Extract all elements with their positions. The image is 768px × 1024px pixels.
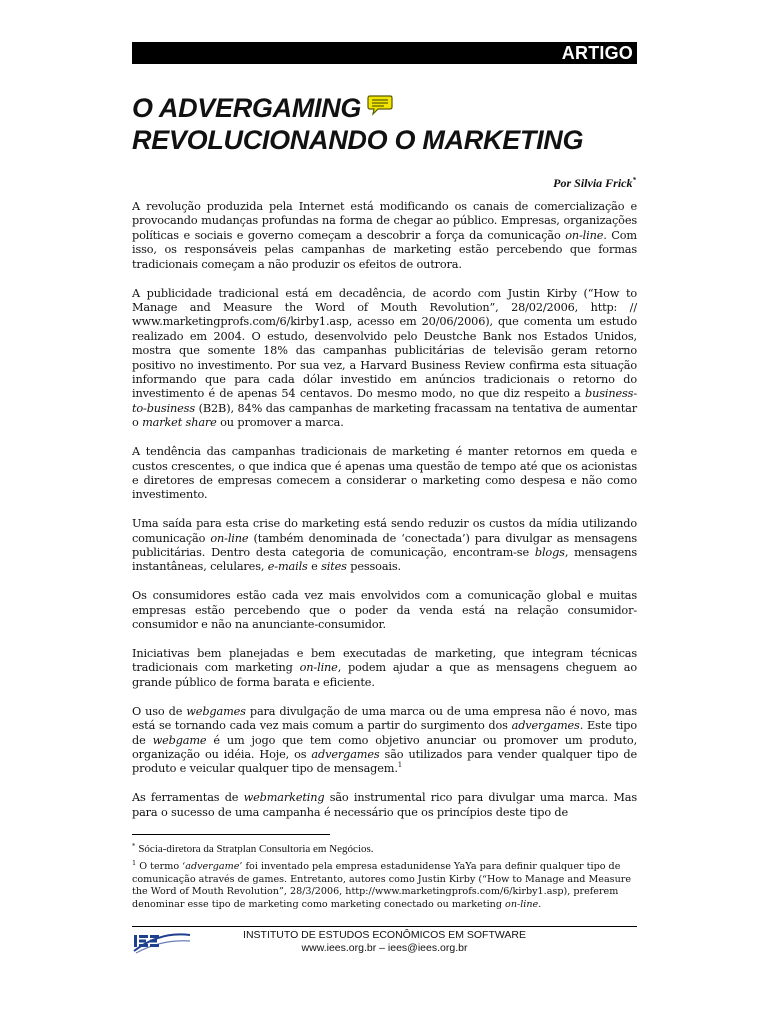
footer-divider [132,926,637,927]
contact-info[interactable]: www.iees.org.br – iees@iees.org.br [301,941,468,954]
footnote-ref[interactable]: 1 [397,761,403,770]
title-line-1 [132,92,652,124]
footer-info [132,929,637,954]
paragraph: A revolução produzida pela Internet está modificando os canais de comercialização e provocando mudanças profundas na forma de chegar ao público. Empresas, organizações políticas e sociais e governo começam a descobrir a força da comunicação on-line. Com isso, os responsáveis pelas campanhas de marketing estão percebendo que formas tradicionais começam a não produzir os efeitos de outrora. [132,200,637,271]
paragraph: A publicidade tradicional está em decadência, de acordo com Justin Kirby (“How to Manage and Measure the Word of Mouth Revolution”, 28/02/2006, http: // www.marketingprofs.com/6/kirby1.asp, acesso em 20/06/2006), que comenta um estudo realizado em 2004. O estudo, desenvolvido pelo Deustche Bank nos Estados Unidos, mostra que somente 18% das campanhas publicitárias de televisão geram retorno positivo no investimento. Por sua vez, a Harvard Business Review confirma esta situação informando que para cada dólar investido em anúncios tradicionais o retorno do investimento é de apenas 54 centavos. Do mesmo modo, no que diz respeito a business-to-business (B2B), 84% das campanhas de marketing fracassam na tentativa de aumentar o market share ou promover a marca. [132,286,637,430]
title-text-1: O ADVERGAMING [132,93,362,123]
article-banner [132,42,637,64]
speech-bubble-icon [367,91,393,123]
author-name: Por Silvia Frick [553,176,633,190]
paragraph: Uma saída para esta crise do marketing está sendo reduzir os custos da mídia utilizando comunicação on-line (também denominada de ‘conectada’) para divulgar as mensagens publicitárias. Dentro desta categoria de comunicação, encontram-se blogs, mensagens instantâneas, celulares, e-mails e sites pessoais. [132,517,637,574]
article-body [132,200,637,820]
institute-name: INSTITUTO DE ESTUDOS ECONÔMICOS EM SOFTWARE [243,929,526,941]
footnote-author: * Sócia-diretora da Stratplan Consultoria em Negócios. [132,842,374,856]
paragraph: O uso de webgames para divulgação de uma marca ou de uma empresa não é novo, mas está se tornando cada vez mais comum a partir do surgimento dos advergames. Este tipo de webgame é um jogo que tem como objetivo anunciar ou promover um produto, organização ou idéia. Hoje, os advergames são utilizados para vender qualquer tipo de produto e veicular qualquer tipo de mensagem.$^1$ [132,704,638,776]
paragraph: Iniciativas bem planejadas e bem executadas de marketing, que integram técnicas tradicionais com marketing on-line, podem ajudar a que as mensagens cheguem ao grande público de forma barata e eficiente. [132,647,637,689]
section-label: ARTIGO [561,43,633,63]
article-title [132,92,652,156]
footnote-divider [132,834,330,835]
paragraph: A tendência das campanhas tradicionais de marketing é manter retornos em queda e custos crescentes, o que indica que é apenas uma questão de tempo até que os acionistas e diretores de empresas comecem a considerar o marketing como despesa e não como investimento. [132,445,637,502]
paragraph: Os consumidores estão cada vez mais envolvidos com a comunicação global e muitas empresas estão percebendo que o poder da venda está na relação consumidor-consumidor e não na anunciante-consumidor. [132,589,637,632]
paragraph: As ferramentas de webmarketing são instrumental rico para divulgar uma marca. Mas para o sucesso de uma campanha é necessário que os princípios deste tipo de [132,791,637,819]
author-footnote-mark: * [632,176,636,184]
author-byline [553,176,636,191]
footnotes [132,840,637,911]
footnote-advergame: $^1$ O termo ‘advergame’ foi inventado pela empresa estadunidense YaYa para definir qualquer tipo de comunicação através de games. Entretanto, autores como Justin Kirby (“How to Manage and Measure the Word of Mouth Revolution”, 28/3/2006, http://www.marketingprofs.com/6/kirby1.asp), preferem denominar esse tipo de marketing como marketing conectado ou marketing on-line. [132,858,632,910]
title-line-2: REVOLUCIONANDO O MARKETING [132,125,584,155]
